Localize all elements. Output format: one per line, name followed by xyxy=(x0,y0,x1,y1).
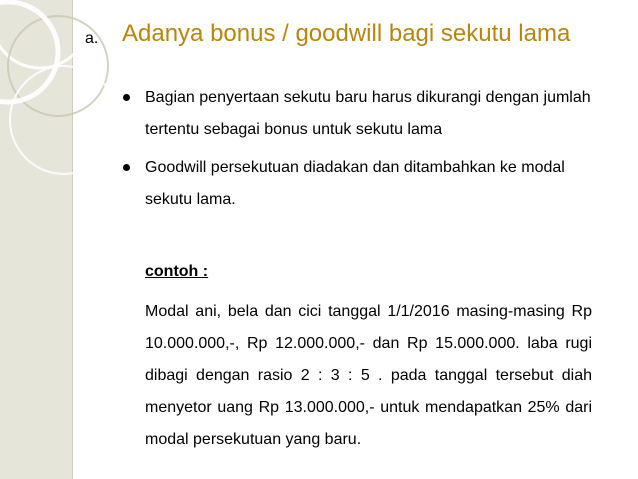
bullet-item xyxy=(123,82,593,146)
bullet-text: Goodwill persekutuan diadakan dan ditambahkan ke modal sekutu lama. xyxy=(145,159,565,208)
heading-list-marker: a. xyxy=(85,30,99,47)
bullet-item xyxy=(123,152,593,216)
example-label: contoh : xyxy=(145,263,209,280)
bullet-list xyxy=(123,82,593,216)
heading-title: Adanya bonus / goodwill bagi sekutu lama xyxy=(122,20,571,47)
example-block xyxy=(145,258,592,456)
example-text: Modal ani, bela dan cici tanggal 1/1/2016 masing-masing Rp 10.000.000,-, Rp 12.000.000,- dan Rp 15.000.000. laba rugi dibagi dengan rasio 2 : 3 : 5 . pada tanggal tersebut diah menyetor uang Rp 13.000.000,- untuk mendapatkan 25% dari modal persekutuan yang baru. xyxy=(145,303,592,448)
decorative-circles xyxy=(0,0,120,479)
bullet-dot-icon xyxy=(123,94,130,101)
bullet-text: Bagian penyertaan sekutu baru harus dikurangi dengan jumlah tertentu sebagai bonus untuk sekutu lama xyxy=(145,89,591,138)
bullet-dot-icon xyxy=(123,164,130,171)
